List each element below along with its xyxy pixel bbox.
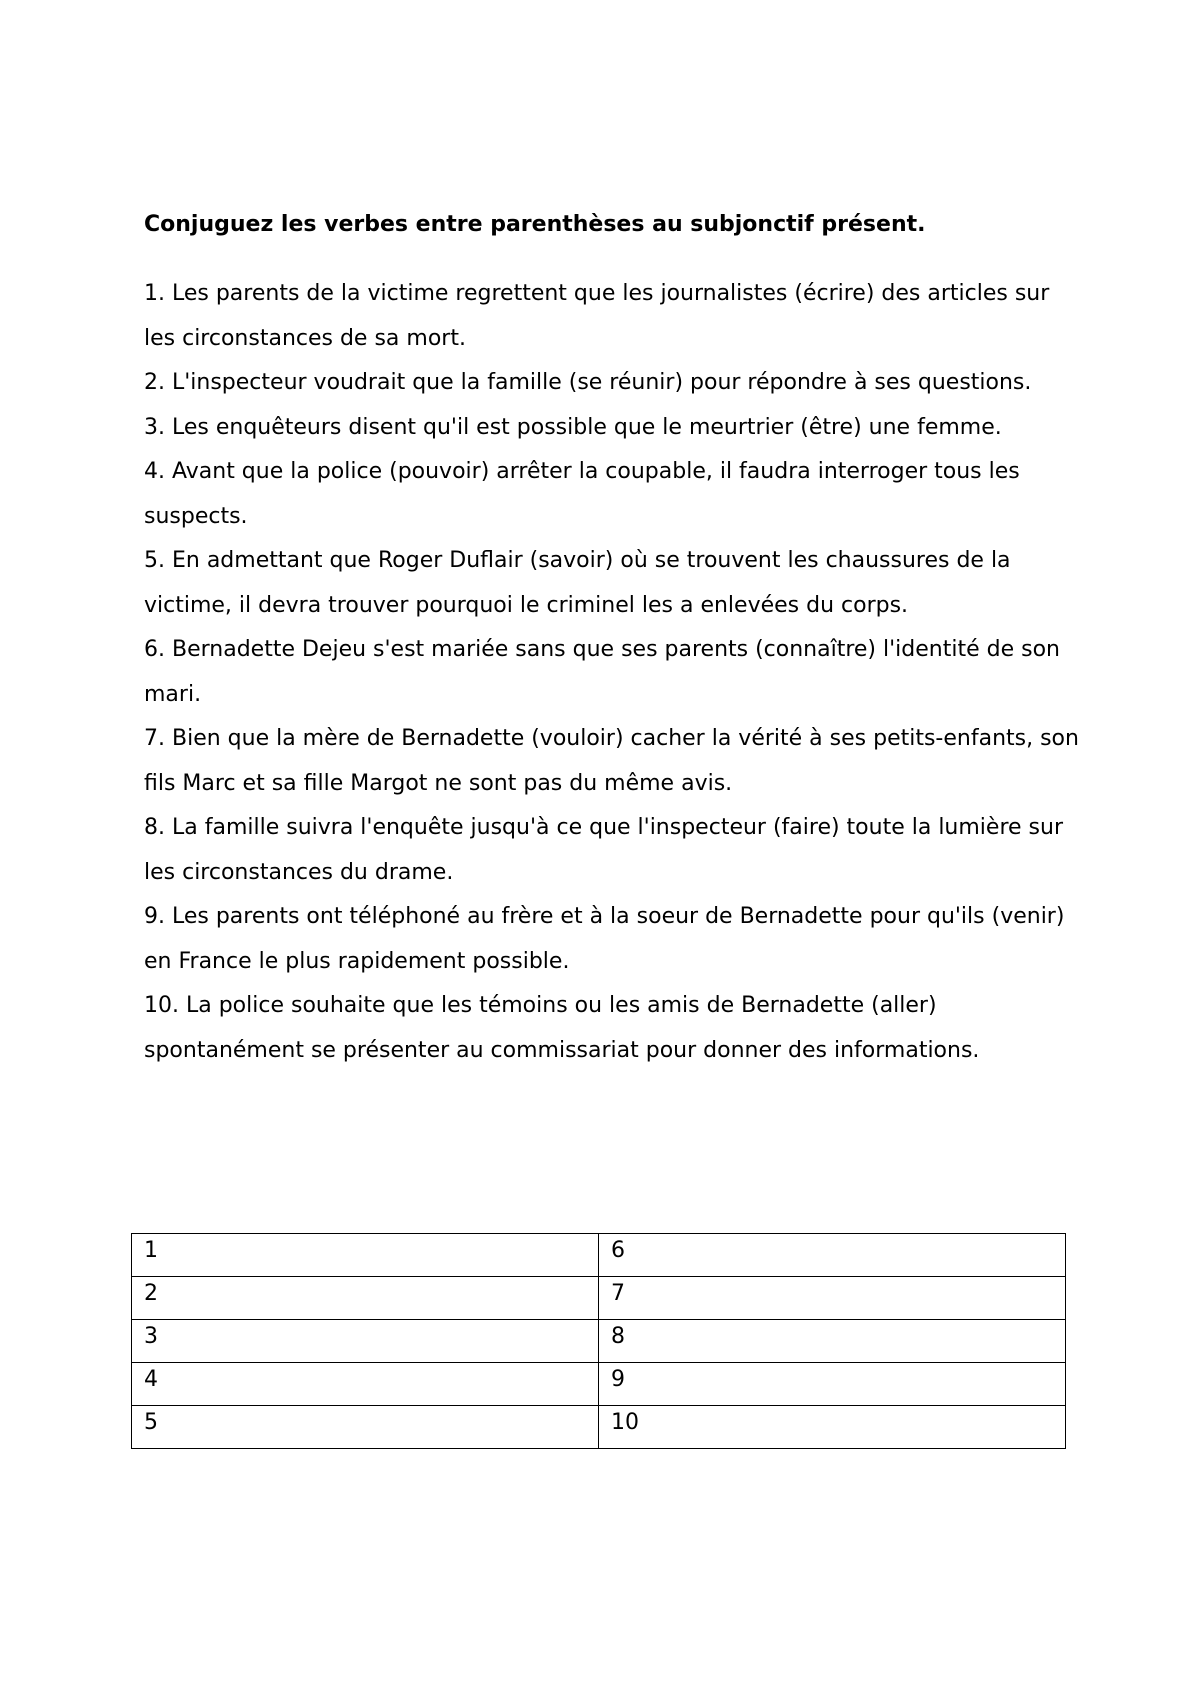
table-row [132, 1277, 1066, 1320]
answer-number: 5 [144, 1410, 158, 1435]
answer-cell [132, 1320, 599, 1363]
answer-number: 6 [611, 1238, 625, 1263]
exercise-item: 7. Bien que la mère de Bernadette (vouloir) cacher la vérité à ses petits-enfants, son fils Marc et sa fille Margot ne sont pas du même avis. [144, 726, 1079, 796]
table-row [132, 1406, 1066, 1449]
exercise-item: 10. La police souhaite que les témoins ou les amis de Bernadette (aller) spontanément se présenter au commissariat pour donner des informations. [144, 993, 980, 1063]
exercise-item: 1. Les parents de la victime regrettent que les journalistes (écrire) des articles sur les circonstances de sa mort. [144, 281, 1050, 351]
exercise-item: 8. La famille suivra l'enquête jusqu'à ce que l'inspecteur (faire) toute la lumière sur les circonstances du drame. [144, 815, 1063, 885]
answer-number: 1 [144, 1238, 158, 1263]
exercise-item: 9. Les parents ont téléphoné au frère et à la soeur de Bernadette pour qu'ils (venir) en France le plus rapidement possible. [144, 904, 1065, 974]
answer-cell [132, 1406, 599, 1449]
table-row [132, 1363, 1066, 1406]
instruction-heading: Conjuguez les verbes entre parenthèses au subjonctif présent. [144, 212, 926, 237]
answer-cell [599, 1406, 1066, 1449]
exercise-item: 2. L'inspecteur voudrait que la famille (se réunir) pour répondre à ses questions. [144, 370, 1032, 395]
answer-cell [599, 1320, 1066, 1363]
exercise-item: 6. Bernadette Dejeu s'est mariée sans que ses parents (connaître) l'identité de son mari. [144, 637, 1060, 707]
answer-cell [599, 1363, 1066, 1406]
answer-number: 2 [144, 1281, 158, 1306]
answer-number: 9 [611, 1367, 625, 1392]
exercise-item: 4. Avant que la police (pouvoir) arrêter la coupable, il faudra interroger tous les suspects. [144, 459, 1020, 529]
exercise-item: 3. Les enquêteurs disent qu'il est possible que le meurtrier (être) une femme. [144, 414, 1002, 440]
table-row [132, 1320, 1066, 1363]
answer-cell [132, 1277, 599, 1320]
answer-number: 3 [144, 1324, 158, 1349]
exercise-list [144, 272, 1084, 1073]
answer-number: 8 [611, 1324, 625, 1349]
exercise-item: 5. En admettant que Roger Duflair (savoir) où se trouvent les chaussures de la victime, il devra trouver pourquoi le criminel les a enlevées du corps. [144, 548, 1011, 618]
answer-cell [599, 1277, 1066, 1320]
answer-number: 4 [144, 1367, 158, 1392]
answer-number: 10 [611, 1410, 639, 1435]
answer-cell [132, 1234, 599, 1277]
answer-cell [132, 1363, 599, 1406]
answer-cell [599, 1234, 1066, 1277]
answer-table [131, 1233, 1066, 1449]
table-row [132, 1234, 1066, 1277]
answer-number: 7 [611, 1281, 625, 1306]
